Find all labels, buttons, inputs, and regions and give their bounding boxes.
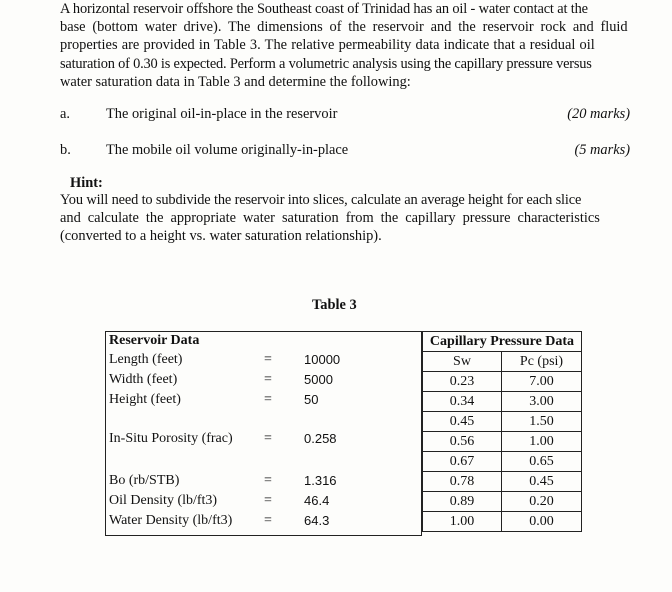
- table-row: [423, 412, 582, 432]
- hint-title: Hint:: [70, 175, 103, 191]
- capillary-pressure-table: [422, 331, 582, 532]
- question-text: The mobile oil volume originally-in-place: [106, 142, 349, 158]
- sw-cell: 0.67: [423, 452, 502, 472]
- sw-cell: 0.56: [423, 432, 502, 452]
- question-marks: (5 marks): [574, 142, 630, 158]
- pc-cell: 0.45: [502, 472, 582, 492]
- column-header-sw: Sw: [423, 352, 502, 372]
- capillary-title: Capillary Pressure Data: [423, 332, 582, 352]
- sw-cell: 0.34: [423, 392, 502, 412]
- sw-cell: 1.00: [423, 512, 502, 532]
- hint-line: You will need to subdivide the reservoir into slices, calculate an average height for each slice: [60, 192, 582, 208]
- pc-cell: 7.00: [502, 372, 582, 392]
- intro-line: water saturation data in Table 3 and determine the following:: [60, 73, 411, 90]
- table-row: [423, 512, 582, 532]
- hint-line: and calculate the appropriate water saturation from the capillary pressure characteristics: [60, 210, 600, 226]
- table-row: [423, 452, 582, 472]
- sw-cell: 0.89: [423, 492, 502, 512]
- table-row: [423, 492, 582, 512]
- intro-line: base (bottom water drive). The dimensions of the reservoir and the reservoir rock and fluid: [60, 19, 628, 36]
- reservoir-data-box: [105, 331, 422, 536]
- pc-cell: 0.20: [502, 492, 582, 512]
- reservoir-value: 5000: [304, 372, 333, 387]
- equals-sign: =: [264, 473, 272, 488]
- reservoir-value: 1.316: [304, 473, 337, 488]
- question-b: [60, 142, 640, 162]
- capillary-title-row: [423, 332, 582, 352]
- pc-cell: 1.00: [502, 432, 582, 452]
- reservoir-label: Width (feet): [109, 372, 178, 387]
- reservoir-row: [106, 431, 421, 451]
- question-text: The original oil-in-place in the reservoir: [106, 106, 338, 122]
- reservoir-label: Water Density (lb/ft3): [109, 513, 233, 528]
- equals-sign: =: [264, 392, 272, 407]
- reservoir-label: In-Situ Porosity (frac): [109, 431, 233, 446]
- reservoir-row: [106, 392, 421, 412]
- question-letter: b.: [60, 142, 71, 158]
- equals-sign: =: [264, 352, 272, 367]
- reservoir-row: [106, 493, 421, 513]
- question-letter: a.: [60, 106, 70, 122]
- reservoir-label: Oil Density (lb/ft3): [109, 493, 218, 508]
- table-row: [423, 372, 582, 392]
- intro-line: saturation of 0.30 is expected. Perform a volumetric analysis using the capillary pressure versus: [60, 55, 592, 72]
- table-row: [423, 432, 582, 452]
- reservoir-row: [106, 513, 421, 533]
- reservoir-value: 50: [304, 392, 319, 407]
- table-caption: Table 3: [312, 297, 357, 313]
- sw-cell: 0.78: [423, 472, 502, 492]
- hint-text: [60, 191, 650, 245]
- equals-sign: =: [264, 493, 272, 508]
- reservoir-label: Length (feet): [109, 352, 183, 367]
- reservoir-label: Bo (rb/STB): [109, 473, 180, 488]
- table-row: [423, 392, 582, 412]
- reservoir-label: Height (feet): [109, 392, 181, 407]
- question-a: [60, 106, 640, 126]
- intro-line: A horizontal reservoir offshore the Southeast coast of Trinidad has an oil - water contact at the: [60, 1, 588, 17]
- intro-line: properties are provided in Table 3. The relative permeability data indicate that a residual oil: [60, 37, 595, 54]
- equals-sign: =: [264, 431, 272, 446]
- reservoir-value: 0.258: [304, 431, 337, 446]
- reservoir-value: 10000: [304, 352, 341, 367]
- reservoir-row: [106, 352, 421, 372]
- column-header-pc: Pc (psi): [502, 352, 582, 372]
- equals-sign: =: [264, 372, 272, 387]
- pc-cell: 1.50: [502, 412, 582, 432]
- capillary-header-row: [423, 352, 582, 372]
- equals-sign: =: [264, 513, 272, 528]
- pc-cell: 3.00: [502, 392, 582, 412]
- problem-statement: [60, 0, 650, 91]
- sw-cell: 0.23: [423, 372, 502, 392]
- question-marks: (20 marks): [567, 106, 630, 122]
- reservoir-data-title: Reservoir Data: [109, 333, 200, 348]
- sw-cell: 0.45: [423, 412, 502, 432]
- reservoir-value: 64.3: [304, 513, 330, 528]
- reservoir-row: [106, 372, 421, 392]
- pc-cell: 0.65: [502, 452, 582, 472]
- reservoir-value: 46.4: [304, 493, 330, 508]
- pc-cell: 0.00: [502, 512, 582, 532]
- hint-line: (converted to a height vs. water saturation relationship).: [60, 228, 382, 244]
- reservoir-row: [106, 473, 421, 493]
- table-row: [423, 472, 582, 492]
